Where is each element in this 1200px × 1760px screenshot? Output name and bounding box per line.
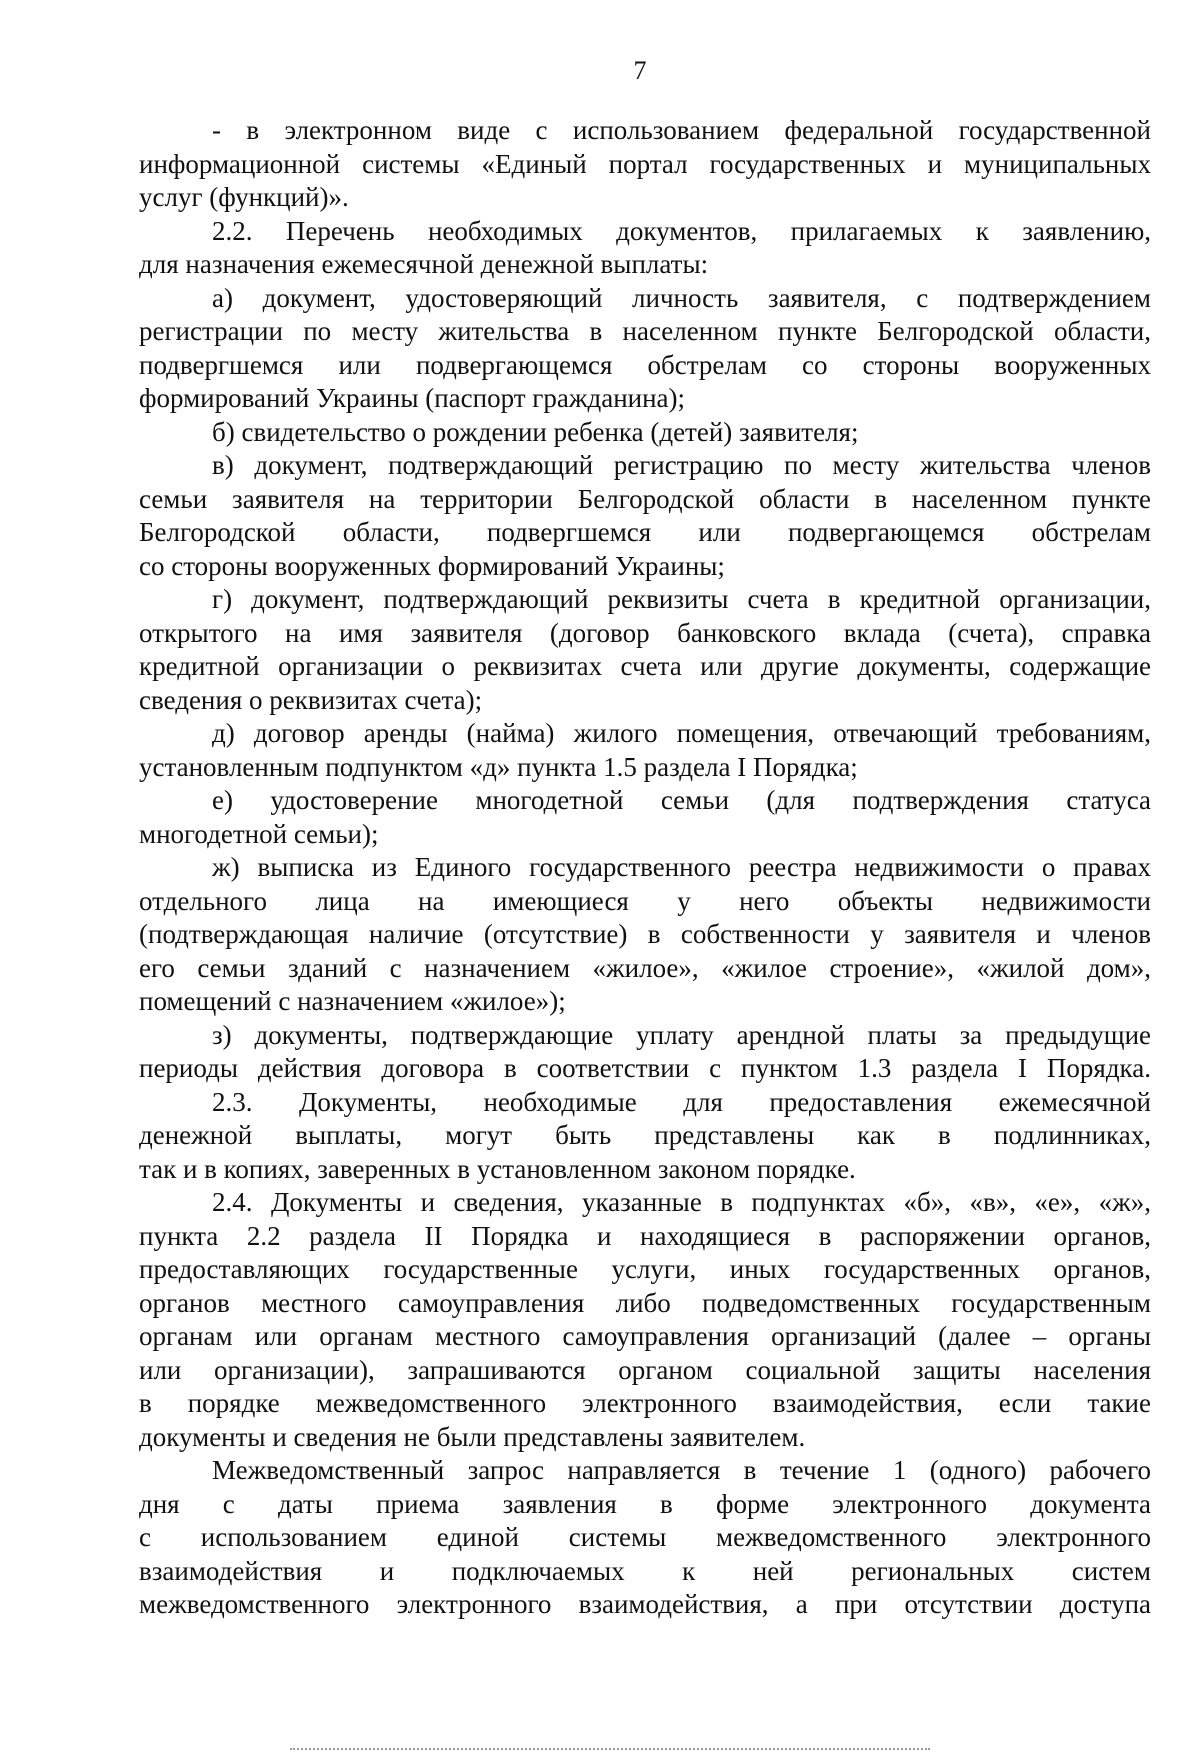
- text-line: органов местного самоуправления либо подведомственных государственным: [139, 1287, 1151, 1318]
- text-line: кредитной организации о реквизитах счета или другие документы, содержащие: [139, 651, 1151, 681]
- text-line: регистрации по месту жительства в населенном пункте Белгородской области,: [139, 316, 1151, 346]
- text-line: г) документ, подтверждающий реквизиты счета в кредитной организации,: [212, 584, 1151, 614]
- text-line: со стороны вооруженных формирований Украины;: [139, 550, 725, 581]
- text-line: его семьи зданий с назначением «жилое», «жилое строение», «жилой дом»,: [139, 952, 1151, 983]
- text-line: а) документ, удостоверяющий личность заявителя, с подтверждением: [212, 282, 1151, 313]
- text-line: д) договор аренды (найма) жилого помещения, отвечающий требованиям,: [212, 718, 1151, 748]
- text-line: органам или органам местного самоуправления организаций (далее – органы: [139, 1321, 1151, 1351]
- page-number: 7: [633, 56, 647, 85]
- text-line: в) документ, подтверждающий регистрацию по месту жительства членов: [212, 450, 1151, 480]
- text-line: Межведомственный запрос направляется в течение 1 (одного) рабочего: [212, 1455, 1151, 1485]
- text-line: отдельного лица на имеющиеся у него объекты недвижимости: [139, 885, 1151, 916]
- text-line: семьи заявителя на территории Белгородской области в населенном пункте: [139, 483, 1151, 514]
- text-line: с использованием единой системы межведомственного электронного: [139, 1522, 1151, 1552]
- scan-edge-line: [290, 1748, 930, 1750]
- text-line: б) свидетельство о рождении ребенка (детей) заявителя;: [212, 416, 859, 447]
- text-line: (подтверждающая наличие (отсутствие) в собственности у заявителя и членов: [139, 919, 1151, 949]
- document-body: [139, 114, 1151, 1622]
- text-line: 2.3. Документы, необходимые для предоставления ежемесячной: [212, 1086, 1151, 1117]
- text-line: многодетной семьи);: [139, 818, 379, 849]
- text-line: ж) выписка из Единого государственного реестра недвижимости о правах: [212, 852, 1151, 882]
- text-line: пункта 2.2 раздела II Порядка и находящиеся в распоряжении органов,: [139, 1220, 1151, 1251]
- text-line: в порядке межведомственного электронного взаимодействия, если такие: [139, 1388, 1151, 1418]
- text-line: подвергшемся или подвергающемся обстрелам со стороны вооруженных: [139, 349, 1151, 380]
- text-line: периоды действия договора в соответствии с пунктом 1.3 раздела I Порядка.: [139, 1053, 1151, 1083]
- text-line: взаимодействия и подключаемых к ней региональных систем: [139, 1555, 1151, 1586]
- text-line: помещений с назначением «жилое»);: [139, 986, 566, 1016]
- text-line: сведения о реквизитах счета);: [139, 684, 483, 715]
- text-line: информационной системы «Единый портал государственных и муниципальных: [139, 148, 1151, 179]
- text-line: Белгородской области, подвергшемся или подвергающемся обстрелам: [139, 517, 1151, 547]
- text-line: межведомственного электронного взаимодействия, а при отсутствии доступа: [139, 1589, 1151, 1619]
- text-line: денежной выплаты, могут быть представлены как в подлинниках,: [139, 1120, 1151, 1150]
- text-line: е) удостоверение многодетной семьи (для подтверждения статуса: [212, 785, 1151, 815]
- text-line: открытого на имя заявителя (договор банковского вклада (счета), справка: [139, 617, 1151, 648]
- text-line: 2.4. Документы и сведения, указанные в подпунктах «б», «в», «е», «ж»,: [212, 1187, 1151, 1217]
- text-line: формирований Украины (паспорт гражданина);: [139, 383, 686, 413]
- text-line: установленным подпунктом «д» пункта 1.5 раздела I Порядка;: [139, 751, 858, 782]
- text-line: - в электронном виде с использованием федеральной государственной: [212, 115, 1151, 145]
- text-line: дня с даты приема заявления в форме электронного документа: [139, 1488, 1151, 1519]
- text-line: для назначения ежемесячной денежной выплаты:: [139, 249, 709, 279]
- text-line: предоставляющих государственные услуги, иных государственных органов,: [139, 1254, 1151, 1284]
- text-line: документы и сведения не были представлены заявителем.: [139, 1421, 806, 1452]
- text-line: услуг (функций)».: [139, 182, 349, 212]
- text-line: з) документы, подтверждающие уплату арендной платы за предыдущие: [212, 1019, 1151, 1050]
- text-line: 2.2. Перечень необходимых документов, прилагаемых к заявлению,: [212, 215, 1151, 246]
- text-line: или организации), запрашиваются органом социальной защиты населения: [139, 1354, 1151, 1385]
- text-line: так и в копиях, заверенных в установленном законом порядке.: [139, 1153, 856, 1184]
